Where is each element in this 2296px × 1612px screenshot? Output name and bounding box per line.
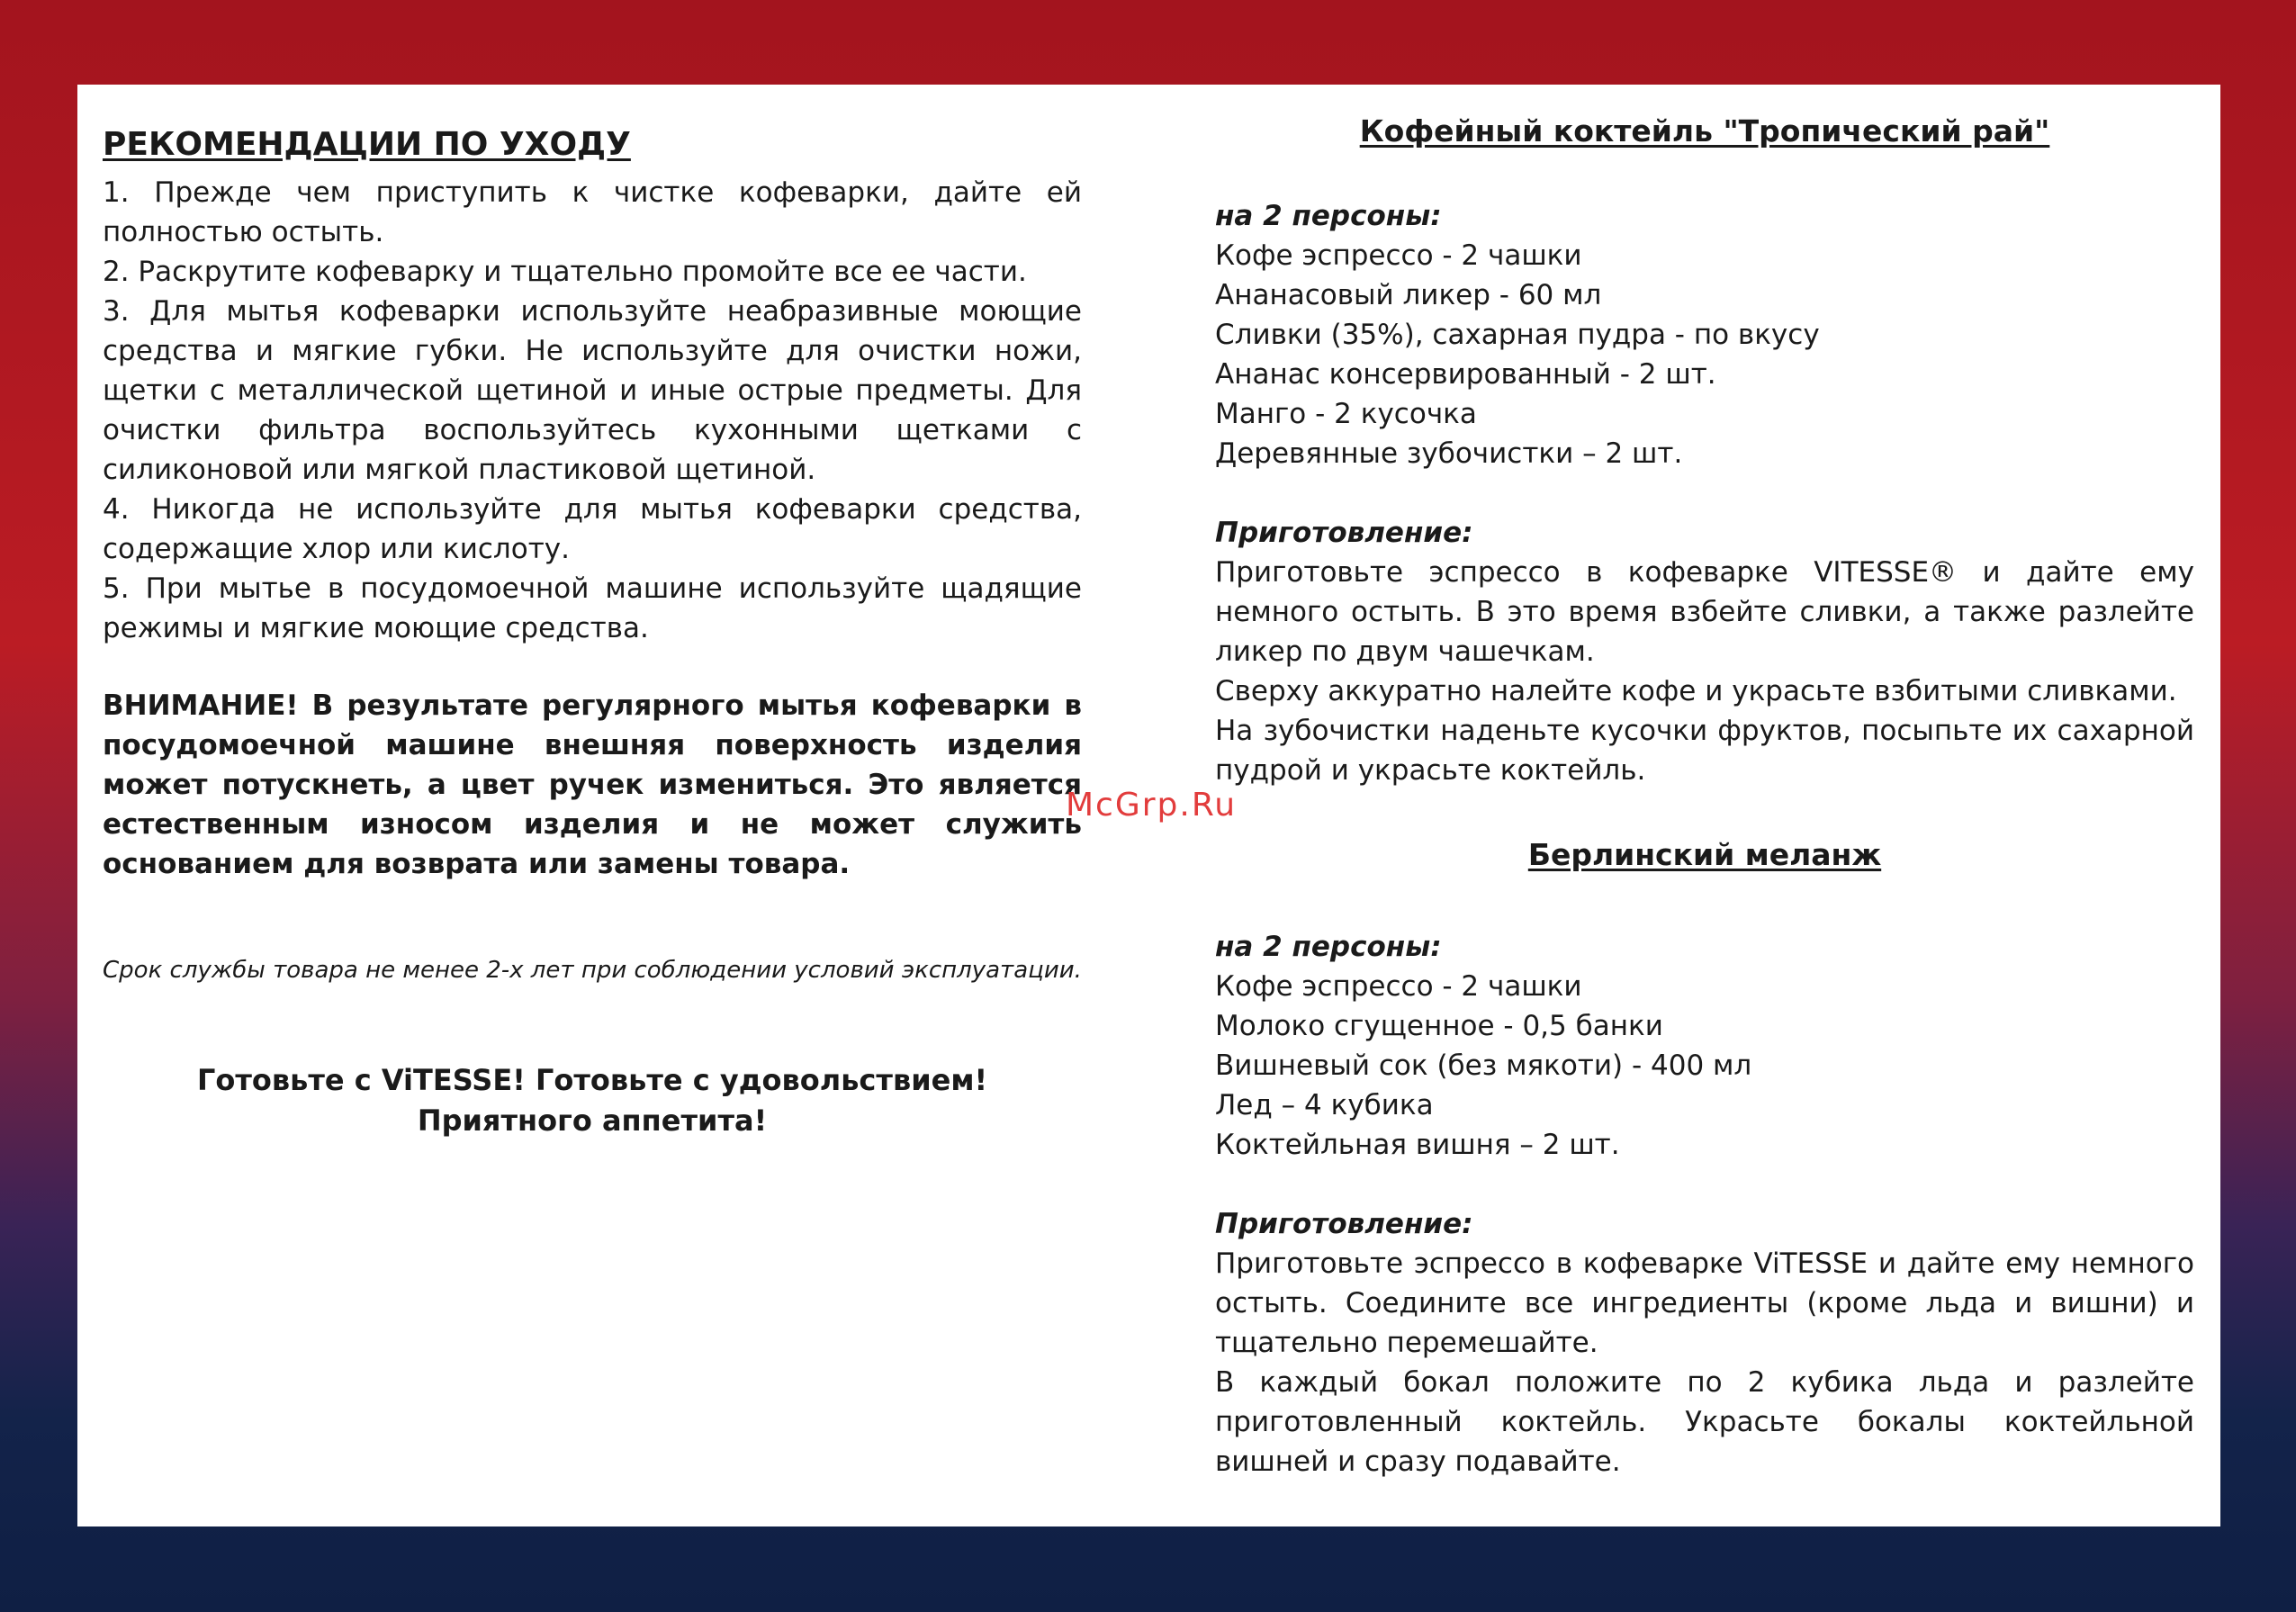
care-title: РЕКОМЕНДАЦИИ ПО УХОДУ [103,126,631,163]
recipe2-ingredient: Коктейльная вишня – 2 шт. [1215,1129,1620,1161]
recipe2-ingredient: Лед – 4 кубика [1215,1089,1434,1121]
recipe1-ingredient: Сливки (35%), сахарная пудра - по вкусу [1215,319,1820,351]
spacer [1215,1165,2194,1204]
closing-slogan: Готовьте с ViTESSE! Готовьте с удовольствием! [196,1063,988,1097]
service-life-note: Срок службы товара не менее 2-х лет при соблюдении условий эксплуатации. [103,957,1082,984]
recipe1-step: Сверху аккуратно налейте кофе и украсьте взбитыми сливками. [1215,675,2177,707]
spacer [1215,473,2194,513]
recipe2-ingredient: Кофе эспрессо - 2 чашки [1215,970,1582,1003]
recipe1-body [1215,196,2194,790]
recipe2-step: В каждый бокал положите по 2 кубика льда и разлейте приготовленный коктейль. Украсьте бокалы коктейльной вишней и сразу подавайте. [1215,1366,2194,1478]
recipe1-ingredient: Ананас консервированный - 2 шт. [1215,358,1716,391]
recipe1-ingredient: Ананасовый ликер - 60 мл [1215,279,1602,311]
care-item-1: 1. Прежде чем приступить к чистке кофеварки, дайте ей полностью остыть. [103,176,1082,248]
watermark: McGrp.Ru [1066,787,1238,824]
recipe1-ingredient: Манго - 2 кусочка [1215,398,1477,430]
care-item-5: 5. При мытье в посудомоечной машине используйте щадящие режимы и мягкие моющие средства. [103,572,1082,644]
recipe2-servings: на 2 персоны: [1215,931,1442,963]
recipe1-step: На зубочистки наденьте кусочки фруктов, посыпьте их сахарной пудрой и украсьте коктейль. [1215,715,2194,787]
recipe1-servings: на 2 персоны: [1215,200,1442,232]
recipe1-prep-label: Приготовление: [1215,517,1473,549]
warning-text: ВНИМАНИЕ! В результате регулярного мытья кофеварки в посудомоечной машине внешняя поверхность изделия может потускнеть, а цвет ручек измениться. Это является естественным износом изделия и не может служить основанием для возврата или замены товара. [103,689,1082,880]
recipe1-title: Кофейный коктейль "Тропический рай" [1359,113,2050,149]
recipe1-ingredient: Кофе эспрессо - 2 чашки [1215,239,1582,272]
care-item-2: 2. Раскрутите кофеварку и тщательно промойте все ее части. [103,256,1027,288]
recipe2-ingredient: Молоко сгущенное - 0,5 банки [1215,1010,1663,1042]
care-list [103,173,1082,648]
recipe2-title: Берлинский меланж [1527,837,1882,872]
care-item-3: 3. Для мытья кофеварки используйте неабразивные моющие средства и мягкие губки. Не используйте для очистки ножи, щетки с металлической щетиной и иные острые предметы. Для очистки фильтра воспользуйтесь кухонными щетками с силиконовой или мягкой пластиковой щетиной. [103,295,1082,486]
closing-wish: Приятного аппетита! [417,1103,768,1138]
recipe2-prep-label: Приготовление: [1215,1208,1473,1240]
recipe2-ingredient: Вишневый сок (без мякоти) - 400 мл [1215,1049,1752,1082]
recipe2-step: Приготовьте эспрессо в кофеварке ViTESSE и дайте ему немного остыть. Соедините все ингредиенты (кроме льда и вишни) и тщательно перемешайте. [1215,1247,2194,1359]
recipe1-ingredient: Деревянные зубочистки – 2 шт. [1215,437,1683,470]
care-item-4: 4. Никогда не используйте для мытья кофеварки средства, содержащие хлор или кислоту. [103,493,1082,565]
closing-block [103,1060,1082,1141]
recipe2-body [1215,927,2194,1481]
recipe1-step: Приготовьте эспрессо в кофеварке VITESSE® и дайте ему немного остыть. В это время взбейте сливки, а также разлейте ликер по двум чашечкам. [1215,556,2194,668]
